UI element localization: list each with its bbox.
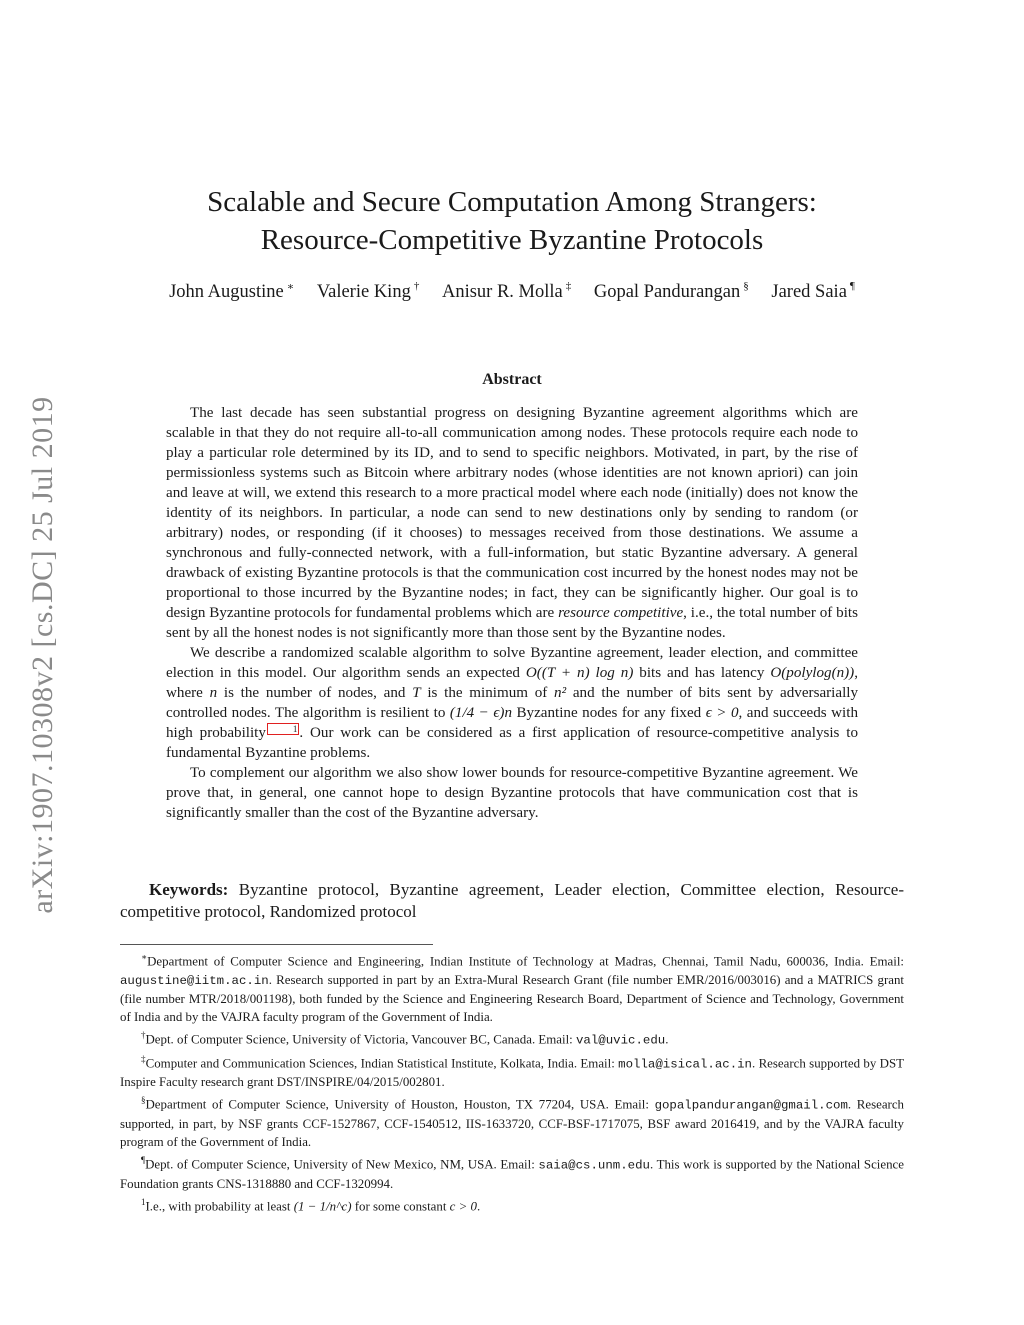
author	[169, 282, 294, 303]
title-line-1: Scalable and Secure Computation Among Strangers:	[207, 186, 817, 218]
email-link[interactable]: gopalpandurangan@gmail.com	[654, 1098, 848, 1113]
keywords	[120, 879, 904, 923]
footnote-text: I.e., with probability at least	[145, 1199, 294, 1214]
abstract-text: is the minimum of	[420, 685, 555, 701]
email-link[interactable]: saia@cs.unm.edu	[538, 1158, 650, 1173]
email-link[interactable]: molla@isical.ac.in	[618, 1056, 752, 1071]
footnote-link[interactable]: 1	[267, 723, 300, 735]
author-name: Anisur R. Molla	[441, 282, 563, 302]
math-expression: O(polylog(n))	[770, 665, 855, 681]
footnote-mark: ‡	[141, 1053, 146, 1064]
footnote-mark: §	[141, 1095, 146, 1106]
footnote-text: .	[476, 1199, 481, 1214]
math-expression: n²	[554, 685, 567, 701]
author-name: John Augustine	[169, 282, 284, 302]
footnote-text: Department of Computer Science and Engineering, Indian Institute of Technology at Madras, Chennai, Tamil Nadu, 600036, India. Email:	[147, 954, 904, 969]
footnote-text: .	[665, 1032, 669, 1047]
abstract-text: , i.e., the total number of bits sent by all the honest nodes is not significantly more than those sent by the Byzantine nodes.	[166, 605, 858, 641]
footnote-text: . Research supported in part by an Extra-Mural Research Grant (file number EMR/2016/003016) and a MATRICS grant (file number MTR/2018/001198), both funded by the Science and Engineering Research Board, Department of Science and Technology, Government of India and by the VAJRA faculty program of the Government of India.	[120, 972, 904, 1024]
arxiv-identifier	[27, 365, 59, 945]
abstract-text: , where	[166, 665, 858, 701]
footnote-mark: ∗	[141, 952, 148, 962]
abstract-text: Byzantine nodes for any fixed	[512, 705, 706, 721]
footnote-text: Department of Computer Science, University of Houston, Houston, TX 77204, USA. Email:	[145, 1097, 655, 1112]
author-mark: §	[743, 280, 749, 292]
footnote-text: . This work is supported by the National Science Foundation grants CNS-1318880 and CCF-1320994.	[120, 1157, 904, 1191]
footnote	[120, 1050, 904, 1092]
paper-title	[0, 183, 1024, 259]
author-mark: ∗	[286, 281, 295, 293]
footnote-mark: †	[141, 1030, 146, 1041]
author-mark: †	[413, 280, 420, 292]
math-expression: O((T + n) log n)	[525, 665, 634, 681]
author-mark: ‡	[565, 280, 572, 292]
math-expression: c > 0	[449, 1199, 477, 1214]
math-expression: (1/4 − ϵ)n	[449, 705, 512, 721]
abstract-text: and the number of bits sent by adversarially controlled nodes. The algorithm is resilient to	[166, 685, 859, 721]
author-mark: ¶	[849, 280, 855, 292]
footnote	[120, 1091, 904, 1151]
author-name: Gopal Pandurangan	[593, 282, 741, 302]
author	[771, 282, 855, 303]
abstract-text: . Our work can be considered as a first application of resource-competitive analysis to fundamental Byzantine problems.	[166, 725, 858, 761]
keywords-text: Byzantine protocol, Byzantine agreement, Leader election, Committee election, Resource-competitive protocol, Randomized protocol	[120, 880, 904, 921]
email-link[interactable]: val@uvic.edu	[575, 1033, 666, 1048]
arxiv-identifier-text: arXiv:1907.10308v2 [cs.DC] 25 Jul 2019	[26, 396, 59, 914]
abstract-heading: Abstract	[482, 371, 542, 388]
footnotes	[120, 948, 904, 1215]
footnote	[120, 948, 904, 1026]
footnote	[120, 1026, 904, 1050]
title-line-2: Resource-Competitive Byzantine Protocols	[260, 224, 764, 256]
author	[442, 282, 571, 303]
footnote	[120, 1193, 904, 1216]
abstract-paragraph-3: To complement our algorithm we also show lower bounds for resource-competitive Byzantine agreement. We prove that, in general, one cannot hope to design Byzantine protocols that have communication cost that is significantly smaller than the cost of the Byzantine adversary.	[166, 765, 858, 821]
math-expression: (1 − 1/n^c)	[293, 1199, 352, 1214]
footnote-text: for some constant	[351, 1199, 450, 1214]
math-expression: n	[209, 685, 218, 701]
email-link[interactable]: augustine@iitm.ac.in	[120, 973, 269, 988]
footnote-divider	[120, 944, 433, 945]
abstract-text: bits and has latency	[633, 665, 771, 681]
emphasis-text: resource competitive	[558, 605, 684, 621]
abstract-text: We describe a randomized scalable algorithm to solve Byzantine agreement, leader election, and committee election in this model. Our algorithm sends an expected	[166, 645, 858, 681]
abstract-body	[166, 403, 858, 823]
author	[317, 282, 420, 303]
abstract-text: is the number of nodes, and	[217, 685, 413, 701]
author-name: Jared Saia	[771, 282, 847, 302]
footnote-text: . Research supported by DST Inspire Faculty research grant DST/INSPIRE/04/2015/002801.	[120, 1055, 904, 1090]
footnote-mark: ¶	[141, 1155, 146, 1166]
abstract-paragraph-1	[166, 403, 858, 643]
footnote-text: . Research supported, in part, by NSF grants CCF-1527867, CCF-1540512, IIS-1633720, CCF-BSF-1717075, BSF award 2016419, and by the VAJRA faculty program of the Government of India.	[120, 1097, 905, 1150]
math-expression: ϵ > 0	[705, 705, 739, 721]
footnote-text: Dept. of Computer Science, University of New Mexico, NM, USA. Email:	[145, 1157, 539, 1172]
keywords-label: Keywords:	[149, 880, 229, 899]
abstract-paragraph-2	[166, 643, 858, 763]
abstract-text: , and succeeds with high probability	[166, 705, 858, 741]
author-list	[0, 282, 1024, 303]
footnote-text: Computer and Communication Sciences, Indian Statistical Institute, Kolkata, India. Email:	[145, 1055, 619, 1070]
author-name: Valerie King	[316, 282, 411, 302]
author	[594, 282, 749, 303]
math-expression: T	[412, 685, 421, 701]
footnote	[120, 1151, 904, 1193]
abstract-text: The last decade has seen substantial progress on designing Byzantine agreement algorithms which are scalable in that they do not require all-to-all communication among nodes. These protocols require each node to play a particular role determined by its ID, and to send to specific neighbors. Motivated, in part, by the rise of permissionless systems such as Bitcoin where arbitrary nodes (whose identities are not known apriori) can join and leave at will, we extend this research to a more practical model where each node (initially) does not know the identity of its neighbors. In particular, a node can send to new destinations only by sending to random (or arbitrary) nodes, or responding (if it chooses) to messages received from those destinations. We assume a synchronous and fully-connected network, with a full-information, but static Byzantine adversary. A general drawback of existing Byzantine protocols is that the communication cost incurred by the honest nodes may not be proportional to those incurred by the Byzantine nodes; in fact, they can be significantly higher. Our goal is to design Byzantine protocols for fundamental problems which are	[166, 405, 858, 621]
footnote-text: Dept. of Computer Science, University of Victoria, Vancouver BC, Canada. Email:	[145, 1032, 576, 1047]
footnote-mark: 1	[141, 1196, 146, 1207]
